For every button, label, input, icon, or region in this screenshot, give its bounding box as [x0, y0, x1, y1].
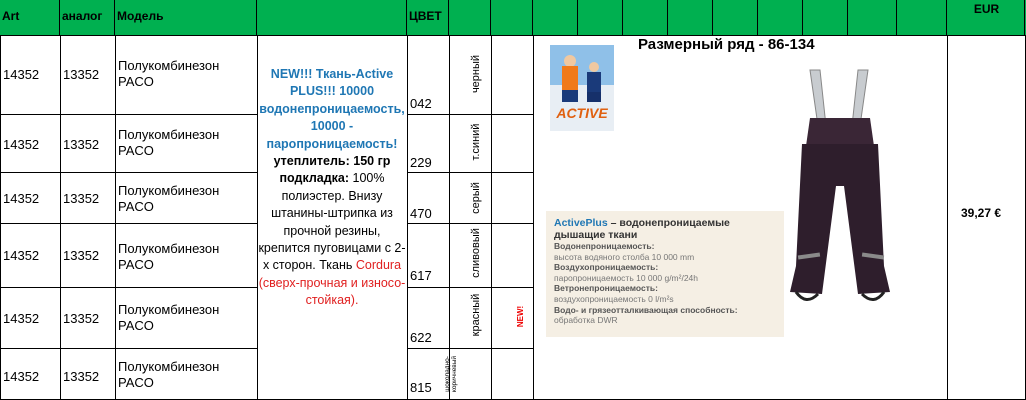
- cell-code: 470: [410, 206, 432, 221]
- cordura-text: Cordura (сверх-прочная и износо-стойкая).: [258, 258, 406, 308]
- info-value: паропроницаемость 10 000 g/m²/24h: [554, 272, 699, 283]
- info-label: Водонепроницаемость:: [554, 241, 655, 251]
- cell-code: 042: [410, 96, 432, 111]
- header-col: [449, 0, 491, 36]
- info-value: обработка DWR: [554, 315, 618, 326]
- cell-color: сливовый: [470, 228, 482, 278]
- info-label: Воздухопроницаемость:: [554, 262, 659, 273]
- new-tag: NEW!: [516, 305, 526, 328]
- info-value: высота водяного столба 10 000 mm: [554, 251, 695, 262]
- cell-art: 14352: [3, 311, 40, 326]
- info-label: Водо- и грязеотталкивающая способность:: [554, 304, 738, 315]
- price: 39,27 €: [961, 206, 1002, 220]
- cell-model: Полукомбинезон PACO: [118, 302, 220, 333]
- cell-analog: 13352: [63, 191, 100, 206]
- cell-color: красный: [470, 293, 482, 337]
- cell-art: 14352: [3, 369, 40, 384]
- header-col: [897, 0, 947, 36]
- lining-label: подкладка:: [279, 171, 350, 186]
- catalog-cover-image: [550, 45, 614, 131]
- insulation-label: утеплитель:: [273, 154, 350, 169]
- header-col: [758, 0, 803, 36]
- cell-model: Полукомбинезон PACO: [118, 241, 220, 272]
- cell-art: 14352: [3, 67, 40, 82]
- info-title-text: – водонепроницаемые дышащие ткани: [554, 217, 730, 241]
- cell-color: т.синий: [470, 123, 482, 161]
- cell-code: 622: [410, 330, 432, 345]
- catalog-logo: ACTIVE: [556, 105, 608, 121]
- product-description: [258, 66, 406, 310]
- header-art: Art: [0, 0, 60, 36]
- cell-art: 14352: [3, 137, 40, 152]
- description-headline: NEW!!! Ткань-Active PLUS!!! 10000 водонепроницаемость, 10000 - паропроницаемость!: [259, 67, 405, 151]
- cell-model: Полукомбинезон PACO: [118, 183, 220, 214]
- cell-color: шоколадно-коричневый: [444, 355, 458, 393]
- header-col: [533, 0, 578, 36]
- cell-analog: 13352: [63, 137, 100, 152]
- info-label: Ветронепроницаемость:: [554, 283, 658, 294]
- cell-analog: 13352: [63, 67, 100, 82]
- cell-model: Полукомбинезон PACO: [118, 58, 220, 89]
- info-value: воздухопроницаемость 0 l/m²s: [554, 293, 674, 304]
- size-range-title: Размерный ряд - 86-134: [638, 36, 815, 53]
- header-col: [491, 0, 533, 36]
- info-brand: ActivePlus: [554, 217, 608, 229]
- cell-art: 14352: [3, 191, 40, 206]
- overalls-product-image: [780, 66, 900, 316]
- cell-model: Полукомбинезон PACO: [118, 127, 220, 158]
- header-row: [0, 0, 1026, 36]
- header-col: [578, 0, 623, 36]
- cell-model: Полукомбинезон PACO: [118, 359, 220, 390]
- cell-color: серый: [470, 182, 482, 214]
- header-blank: [257, 0, 407, 36]
- header-analog: аналог: [60, 0, 115, 36]
- header-col: [803, 0, 848, 36]
- fabric-info-box: [546, 211, 784, 337]
- cell-analog: 13352: [63, 248, 100, 263]
- header-color: ЦВЕТ: [407, 0, 449, 36]
- cell-color: черный: [470, 54, 482, 94]
- header-eur: EUR: [947, 0, 1025, 36]
- header-col: [623, 0, 668, 36]
- cell-code: 815: [410, 380, 432, 395]
- insulation-value: 150 гр: [353, 154, 391, 169]
- cell-code: 229: [410, 155, 432, 170]
- header-model: Модель: [115, 0, 257, 36]
- lining-value: 100% полиэстер. Внизу штанины-штрипка из прочной резины, крепится пуговицами с 2-х сторон. Ткань: [258, 171, 406, 273]
- cell-analog: 13352: [63, 311, 100, 326]
- cell-code: 617: [410, 268, 432, 283]
- cell-art: 14352: [3, 248, 40, 263]
- info-title: [554, 217, 776, 241]
- header-col: [848, 0, 897, 36]
- header-col: [713, 0, 758, 36]
- header-col: [668, 0, 713, 36]
- cell-analog: 13352: [63, 369, 100, 384]
